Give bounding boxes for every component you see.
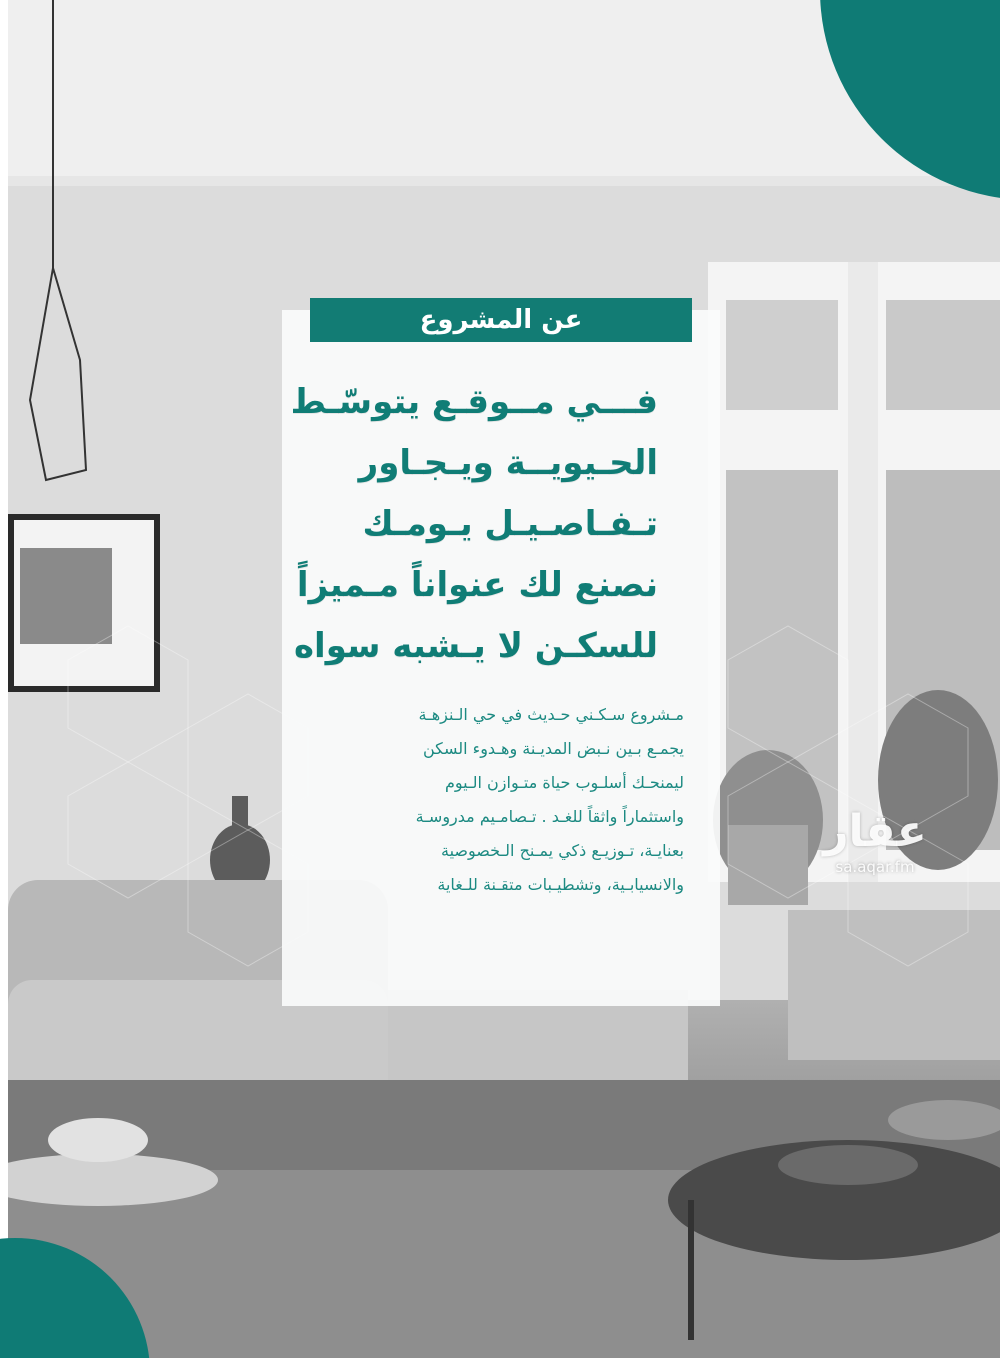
headline-line: فـــي مــوقـع يتوسّـط [290,382,658,422]
radiator [788,910,1000,1060]
table-leg [688,1200,694,1340]
aqar-logo: عقار [823,806,927,857]
aqar-url: sa.aqar.fm [835,858,915,876]
project-description [300,698,684,902]
description-line: بعنايـة، تـوزيـع ذكي يمـنح الـخصوصية [441,841,684,860]
description-line: واستثماراً واثقاً للغـد . تـصامـيم مدروسـة [415,807,684,826]
headline-line: الحـيويــة ويـجـاور [358,443,658,483]
headline-line: نصنع لك عنواناً مـميزاً [296,565,658,605]
description-line: ليمنحـك أسلـوب حياة متـوازن الـيوم [444,773,684,792]
about-project-header [310,298,692,342]
headline [290,372,658,677]
window-mullion [848,262,878,882]
description-line: والانسيابـية، وتشطيـبات متقـنة للـغاية [437,875,684,894]
headline-line: للسكـن لا يـشبه سواه [293,626,658,666]
about-project-title: عن المشروع [419,305,583,335]
window-pane [726,300,838,410]
description-line: يجمـع بـين نـبض المديـنة وهـدوء السكن [422,739,684,758]
picture-art [20,548,112,644]
aqar-watermark [800,806,950,876]
cornice [8,176,1000,186]
vase-neck [232,796,248,836]
tray [778,1145,918,1185]
description-line: مـشروع سـكـني حـديث في حي الـنزهـة [418,705,684,724]
headline-line: تـفـاصـيـل يـومـك [362,504,658,544]
sculpture [48,1118,148,1162]
window-pane [886,300,1000,410]
